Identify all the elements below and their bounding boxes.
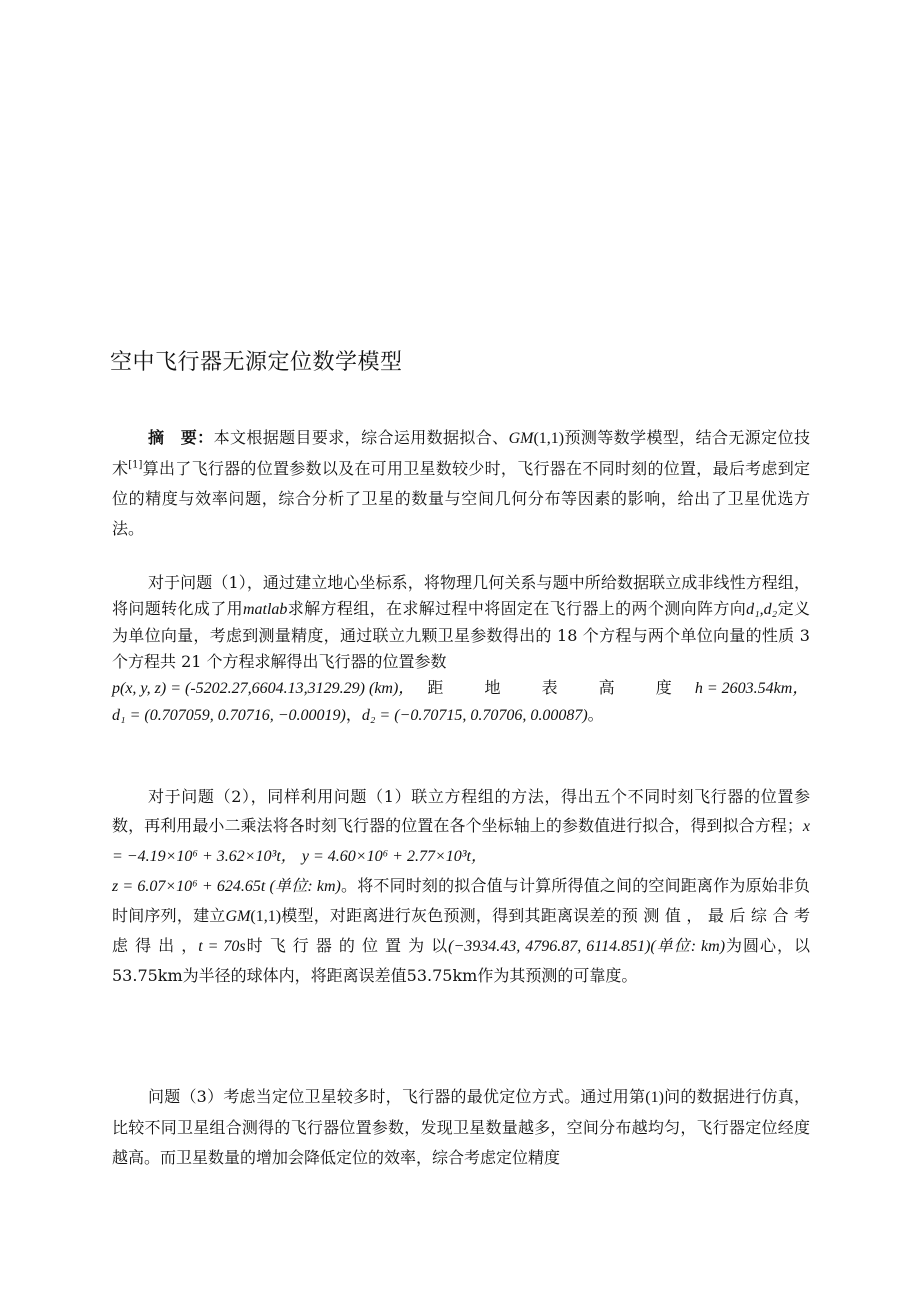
p1-text-4: 距 地 表 高 度 bbox=[427, 678, 690, 697]
d2-equation: d₂ = (−0.70715, 0.70706, 0.00087) bbox=[361, 707, 588, 724]
p2-text-1: 对于问题（2），同样利用问题（1）联立方程组的方法，得出五个不同时刻飞行器的位置参数，再利用最小二乘法将各时刻飞行器的位置在各个坐标轴上的参数值进行拟合，得到拟合方程； bbox=[112, 787, 810, 835]
reference-marker: [1] bbox=[128, 459, 143, 471]
p1-text-1: 对于问题（1），通过建立地心坐标系，将物理几何关系与题中所给数据联立成非线性方程组，将问题转化成了用 bbox=[112, 573, 810, 618]
direction-vectors: d₁,d₂ bbox=[746, 601, 778, 618]
p2-text-3: 模型，对距离进行灰色预测，得到其距离误差的预 测 值 ， 最 后 综 合 考 虑 得 出 ， bbox=[112, 906, 810, 955]
x-fit-equation: x = −4.19×10⁶ + 3.62×10³t， bbox=[112, 818, 810, 865]
gm-model-name: GM bbox=[508, 430, 534, 447]
p1-text-3: 定义为单位向量，考虑到测量精度，通过联立九颗卫星参数得出的 18 个方程与两个单位向量的性质 3 个方程共 21 个方程求解得出飞行器的位置参数 bbox=[112, 599, 810, 671]
gm-model-args: (1,1) bbox=[533, 430, 565, 447]
p3-text-2: 问的数据进行仿真，比较不同卫星组合测得的飞行器位置参数，发现卫星数量越多，空间分布越均匀，飞行器定位经度越高。而卫星数量的增加会降低定位的效率，综合考虑定位精度 bbox=[112, 1087, 810, 1167]
problem3-paragraph bbox=[112, 1082, 810, 1173]
y-fit-equation: y = 4.60×10⁶ + 2.77×10³t， bbox=[301, 848, 487, 865]
abstract-text-3: 算出了飞行器的位置参数以及在可用卫星数较少时，飞行器在不同时刻的位置，最后考虑到定位的精度与效率问题，综合分析了卫星的数量与空间几何分布等因素的影响，给出了卫星优选方法。 bbox=[112, 459, 810, 538]
p1-end: 。 bbox=[587, 705, 604, 724]
abstract-label: 摘 要： bbox=[148, 428, 214, 447]
gm-model-args-2: (1,1) bbox=[250, 908, 282, 925]
p2-text-2: 。将不同时刻的拟合值与计算所得值之间的空间距离作为原始非负时间序列，建立 bbox=[112, 876, 810, 925]
abstract-paragraph bbox=[112, 423, 810, 544]
time-equation: t = 70s bbox=[198, 938, 246, 955]
equation-separator: ， bbox=[345, 705, 362, 724]
p2-text-5: 为圆心，以53.75km为半径的球体内，将距离误差值53.75km作为其预测的可靠度。 bbox=[112, 936, 810, 985]
matlab-term: matlab bbox=[242, 601, 288, 618]
p2-text-4: 时 飞 行 器 的 位 置 为 以 bbox=[245, 936, 449, 955]
position-equation: p(x, y, z) = (-5202.27,6604.13,3129.29) (km)， bbox=[112, 680, 407, 697]
z-fit-equation: z = 6.07×10⁶ + 624.65t (单位: km) bbox=[112, 878, 341, 895]
center-coordinates: (−3934.43, 4796.87, 6114.851)(单位: km) bbox=[448, 938, 726, 955]
p1-text-2: 求解方程组，在求解过程中将固定在飞行器上的两个测向阵方向 bbox=[287, 599, 747, 618]
abstract-text-2: 预测等数学模型，结合无源定位技术 bbox=[112, 428, 810, 478]
abstract-text-1: 本文根据题目要求，综合运用数据拟合、 bbox=[213, 428, 509, 447]
height-equation: h = 2603.54km， bbox=[694, 680, 809, 697]
p3-text-1: 问题（3）考虑当定位卫星较多时，飞行器的最优定位方式。通过用第 bbox=[148, 1087, 646, 1106]
d1-equation: d₁ = (0.707059, 0.70716, −0.00019) bbox=[112, 707, 346, 724]
problem2-paragraph bbox=[112, 782, 810, 990]
problem-number: (1) bbox=[645, 1089, 664, 1106]
paper-title: 空中飞行器无源定位数学模型 bbox=[110, 350, 403, 375]
problem1-paragraph bbox=[112, 570, 810, 729]
gm-model-name-2: GM bbox=[225, 908, 251, 925]
